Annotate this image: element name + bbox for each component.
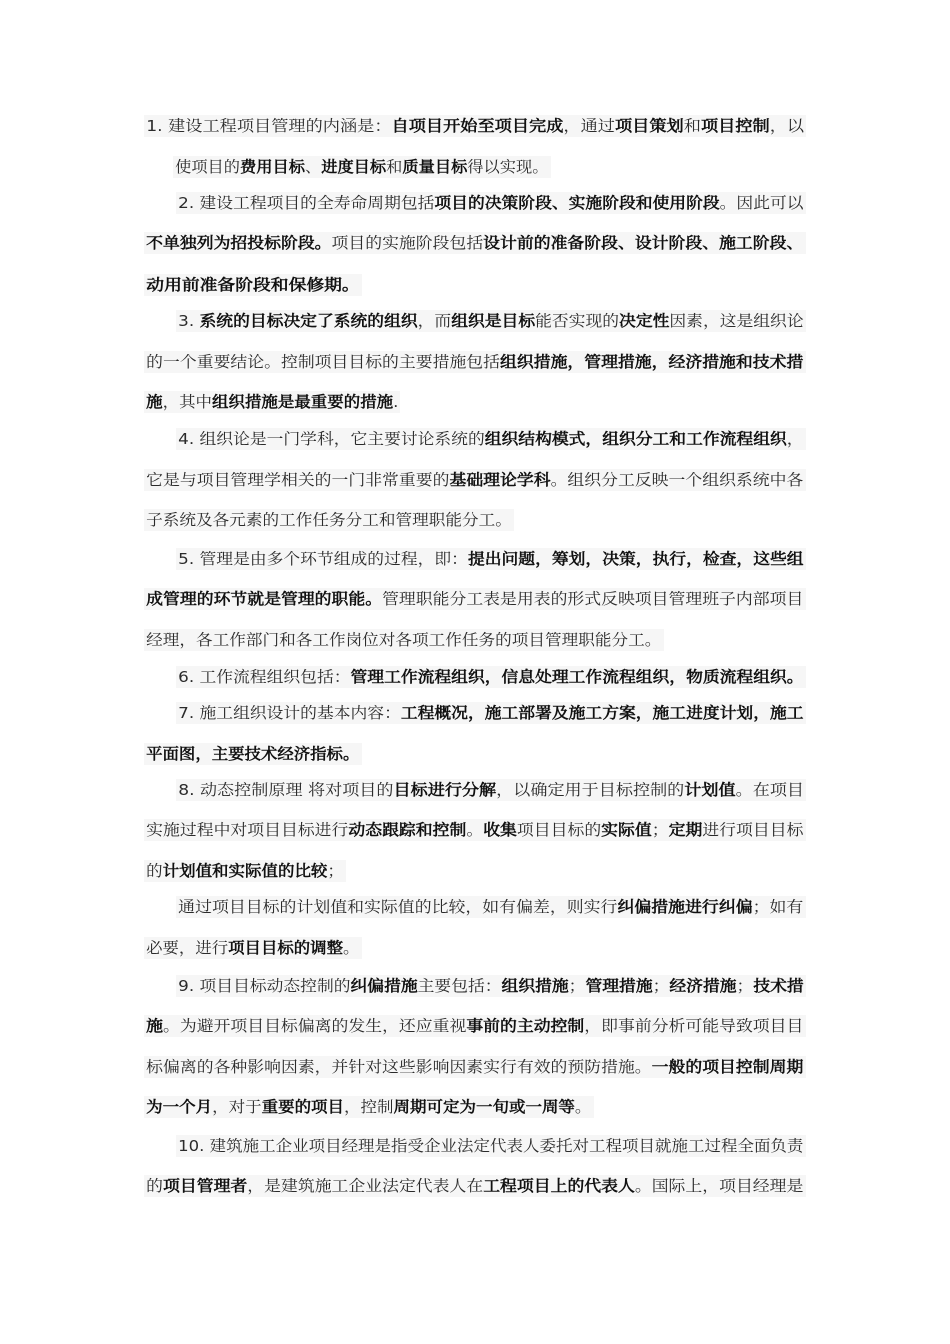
text-line [176,666,806,688]
text: 的一个重要结论。控制项目目标的主要措施包括 [146,353,501,371]
bold-text: 成管理的环节就是管理的职能。 [146,590,383,608]
bold-text: 设计前的准备阶段、设计阶段、施工阶段、 [483,234,804,252]
text: 。在项目 [735,781,805,799]
text-line [176,192,806,214]
text: 子系统及各元素的工作任务分工和管理职能分工。 [146,511,512,529]
bold-text: 自项目开始至项目完成 [391,117,564,135]
text-line [144,937,362,959]
text: ；如有 [752,898,804,916]
text: ， [786,430,804,448]
bold-text: 一般的项目控制周期 [651,1058,804,1076]
text: 的 [146,862,163,880]
text: ； [651,821,669,839]
bold-text: 计划值 [684,781,736,799]
text: 实施过程中对项目目标进行 [146,821,349,839]
text: 必要，进行 [146,939,229,957]
text: 标偏离的各种影响因素，并针对这些影响因素实行有效的预防措施。 [146,1058,652,1076]
text: ； [568,977,586,995]
text: 项目目标的 [516,821,602,839]
text: 得以实现。 [467,158,549,176]
bold-text: 提出问题，筹划，决策，执行，检查，这些组 [467,550,804,568]
text-line [144,509,514,531]
text: 。组织分工反映一个组织系统中各 [550,471,804,489]
text: ，控制 [344,1098,394,1116]
text: ，是建筑施工企业法定代表人在 [247,1177,484,1195]
bold-text: 工程项目上的代表人 [483,1177,635,1195]
bold-text: 质量目标 [402,158,468,176]
text: 经理，各工作部门和各工作岗位对各项工作任务的项目管理职能分工。 [146,631,662,649]
text-line [144,629,663,651]
bold-text: 项目管理者 [163,1177,248,1195]
text-line [176,779,806,801]
bold-text: 组织是目标 [451,312,536,330]
bold-text: 组织措施，管理措施，经济措施和技术措 [500,353,804,371]
text: 。 [574,1098,592,1116]
bold-text: 技术措 [753,977,804,995]
text: ，对于 [212,1098,262,1116]
text: 它是与项目管理学相关的一门非常重要的 [146,471,450,489]
text: 的 [146,1177,164,1195]
text: ； [327,862,344,880]
bold-text: 收集 [483,821,517,839]
text-line [173,156,551,178]
text: ，而 [417,312,452,330]
bold-text: 目标进行分解 [393,781,497,799]
bold-text: 平面图，主要技术经济指标。 [146,745,360,763]
bold-text: 管理措施 [585,977,653,995]
text: 7. 施工组织设计的基本内容： [178,704,401,722]
bold-text: 动态跟踪和控制 [348,821,467,839]
bold-text: 项目的决策阶段、实施阶段和使用阶段 [434,194,720,212]
text: ，通过 [563,117,615,135]
text-line [176,1135,806,1157]
bold-text: 施 [146,393,163,411]
text: 和 [683,117,701,135]
text-line [176,310,806,332]
bold-text: 工程概况，施工部署及施工方案，施工进度计划，施工 [400,704,804,722]
bold-text: 系统的目标决定了系统的组织 [199,312,418,330]
text: 。国际上，项目经理是 [634,1177,804,1195]
bold-text: 组织结构模式，组织分工和工作流程组织 [484,430,787,448]
bold-text: 管理工作流程组织，信息处理工作流程组织，物质流程组织。 [350,668,804,686]
bold-text: 纠偏措施进行纠偏 [617,898,753,916]
text-line [144,274,362,296]
bold-text: 组织措施是最重要的措施 [212,393,394,411]
text-line [144,115,806,137]
text: 。 [342,939,360,957]
text: 管理职能分工表是用表的形式反映项目管理班子内部项目 [382,590,804,608]
text: ； [736,977,754,995]
text: ，即事前分析可能导致项目目 [584,1017,804,1035]
text: 能否实现的 [535,312,620,330]
bold-text: 周期可定为一旬或一周等 [393,1098,575,1116]
text: 8. 动态控制原理 将对项目的 [178,781,394,799]
text: ，以确定用于目标控制的 [496,781,685,799]
text-line [144,1056,805,1078]
bold-text: 决定性 [619,312,670,330]
text-line [144,469,806,491]
text-line [144,1175,806,1197]
bold-text: 项目策划 [614,117,684,135]
bold-text: 项目目标的调整 [228,939,343,957]
text: ； [652,977,670,995]
bold-text: 重要的项目 [261,1098,345,1116]
text: 。为避开项目目标偏离的发生，还应重视 [163,1017,467,1035]
text-line [144,860,346,882]
text: 和 [386,158,403,176]
text: 、 [304,158,322,176]
bold-text: 施 [146,1017,164,1035]
bold-text: 组织措施 [501,977,569,995]
text-line [176,428,806,450]
text-line [144,743,361,765]
text: 10. 建筑施工企业项目经理是指受企业法定代表人委托对工程项目就施工过程全面负责 [178,1137,804,1155]
bold-text: 事前的主动控制 [466,1017,585,1035]
text: 主要包括： [417,977,502,995]
text: 。因此可以 [719,194,804,212]
text: . [393,393,399,411]
text: ，其中 [162,393,213,411]
bold-text: 纠偏措施 [350,977,418,995]
text-line [144,351,805,373]
bold-text: 费用目标 [240,158,305,176]
text: 项目的实施阶段包括 [331,234,484,252]
text: 因素，这是组织论 [669,312,804,330]
text-line [144,1096,594,1118]
text-line [144,1015,806,1037]
text: ，以 [769,117,805,135]
bold-text: 进度目标 [321,158,387,176]
text: 5. 管理是由多个环节组成的过程，即： [178,550,468,568]
text: 2. 建设工程项目的全寿命周期包括 [178,194,435,212]
text: 6. 工作流程组织包括： [178,668,351,686]
text-line [176,896,806,918]
text-line [144,588,805,610]
text: 进行项目目标 [702,821,804,839]
text: 9. 项目目标动态控制的 [178,977,351,995]
text: 使项目的 [175,158,241,176]
bold-text: 计划值和实际值的比较 [162,862,328,880]
bold-text: 项目控制 [700,117,770,135]
bold-text: 实际值 [601,821,652,839]
text-line [144,391,401,413]
bold-text: 动用前准备阶段和保修期。 [146,276,360,294]
text: 通过项目目标的计划值和实际值的比较，如有偏差，则实行 [178,898,618,916]
bold-text: 定期 [668,821,703,839]
text-line [176,548,806,570]
text: 4. 组织论是一门学科，它主要讨论系统的 [178,430,485,448]
text: 。 [466,821,484,839]
text-line [144,232,806,254]
text-line [144,819,806,841]
bold-text: 为一个月 [146,1098,213,1116]
text-line [176,702,806,724]
text: 3. [178,312,200,330]
text-line [176,975,806,997]
bold-text: 基础理论学科 [449,471,551,489]
bold-text: 经济措施 [669,977,737,995]
bold-text: 不单独列为招投标阶段。 [146,234,332,252]
text: 1. 建设工程项目管理的内涵是： [146,117,392,135]
